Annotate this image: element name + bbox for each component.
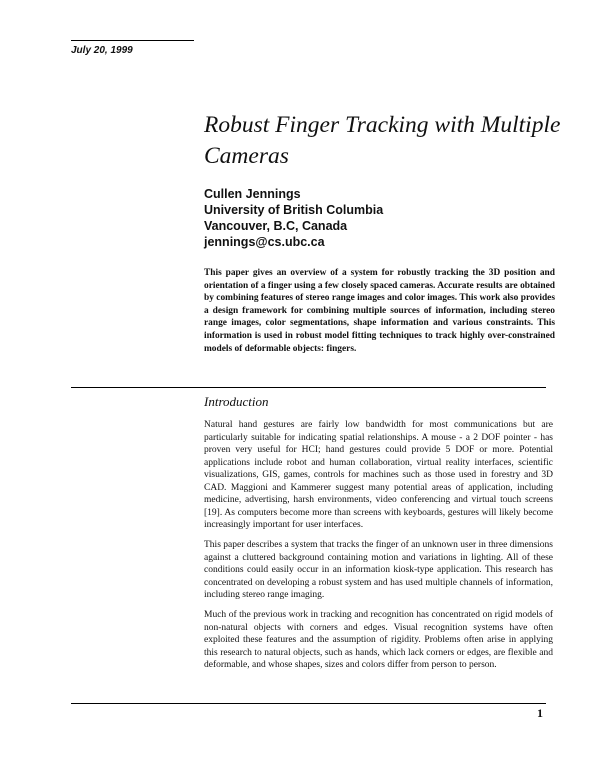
- intro-paragraph-1: Natural hand gestures are fairly low bandwidth for most communications but are particularly suitable for indicating spatial relationships. A mouse - a 2 DOF pointer - has proven very useful for HCI; hand gestures could provide 5 DOF or more. Potential applications include robot and human collaboration, virtual reality interfaces, scientific visualizations, GIS, games, controls for machines such as those used in forestry and 3D CAD. Maggioni and Kammerer suggest many potential areas of application, including medicine, advertising, harsh environments, video conferencing and virtual touch screens [19]. As computers become more than screens with keyboards, gestures will likely become increasingly important for user interfaces.: [204, 420, 553, 530]
- header-rule: [71, 40, 194, 41]
- author-location: Vancouver, B.C, Canada: [204, 219, 348, 233]
- section-heading-introduction: Introduction: [204, 394, 269, 409]
- intro-paragraph-2: This paper describes a system that tracks the finger of an unknown user in three dimensions against a cluttered background containing motion and variations in lighting. All of these conditions could easily occur in an information kiosk-type application. This research has concentrated on developing a robust system and has used multiple channels of information, including stereo range imaging.: [204, 540, 553, 600]
- page-number: 1: [537, 706, 543, 720]
- header-date: July 20, 1999: [71, 45, 133, 56]
- footer-rule: [71, 703, 546, 704]
- intro-paragraph-3: Much of the previous work in tracking and recognition has concentrated on rigid models of non-natural objects with corners and edges. Visual recognition systems have often exploited these features and the assumption of rigidity. Problems often arise in applying this research to natural objects, such as hands, which lack corners or edges, are flexible and deformable, and whose shapes, sizes and colors differ from person to person.: [204, 610, 553, 670]
- author-email: jennings@cs.ubc.ca: [204, 235, 325, 249]
- paper-title: Robust Finger Tracking with Multiple Cameras: [204, 112, 561, 169]
- author-affiliation: University of British Columbia: [204, 203, 384, 217]
- author-block: [204, 186, 544, 250]
- author-name: Cullen Jennings: [204, 187, 301, 201]
- abstract: This paper gives an overview of a system for robustly tracking the 3D position and orientation of a finger using a few closely spaced cameras. Accurate results are obtained by combining features of stereo range images and color images. This work also provides a design framework for combining multiple sources of information, including stereo range images, color segmentations, shape information and various constraints. This information is used in robust model fitting techniques to track highly over-constrained models of deformable objects: fingers.: [204, 268, 555, 354]
- section-rule: [71, 387, 546, 388]
